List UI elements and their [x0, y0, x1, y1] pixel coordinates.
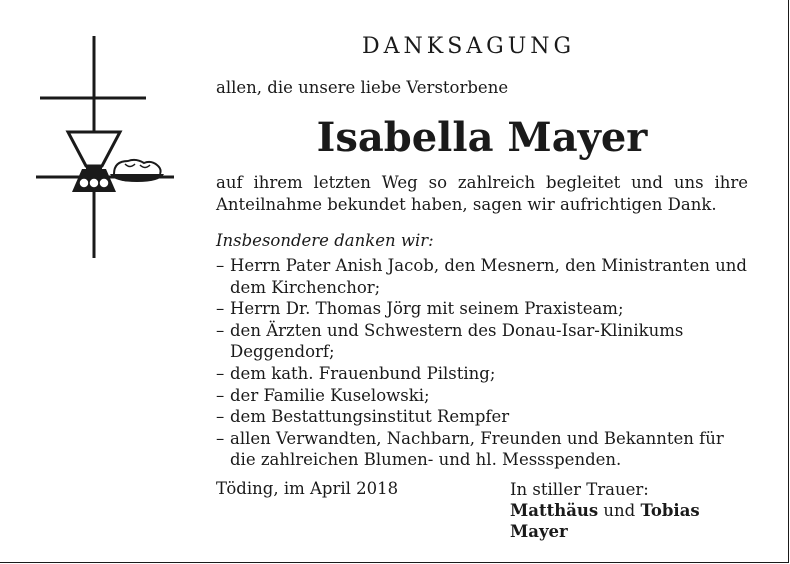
mourner-name-1: Matthäus — [510, 501, 599, 520]
deceased-name: Isabella Mayer — [316, 114, 648, 161]
list-item: – dem kath. Frauenbund Pilsting; — [216, 363, 748, 385]
mourner-connector: und — [603, 501, 636, 520]
intro-text: allen, die unsere liebe Verstorbene — [216, 78, 509, 97]
list-item: – Herrn Dr. Thomas Jörg mit seinem Praxisteam; — [216, 298, 748, 320]
cross-chalice-icon — [36, 36, 178, 258]
mourning-names — [510, 500, 748, 542]
thanks-heading: Insbesondere danken wir: — [216, 231, 434, 250]
thanks-list — [216, 255, 748, 471]
mourner-name-2: Tobias Mayer — [510, 501, 700, 541]
place-date: Töding, im April 2018 — [216, 479, 399, 498]
mourning-block — [510, 479, 748, 542]
list-item: – den Ärzten und Schwestern des Donau-Isar-Klinikums Deggendorf; — [216, 320, 748, 363]
list-item: – Herrn Pater Anish Jacob, den Mesnern, den Ministranten und dem Kirchenchor; — [216, 255, 748, 298]
list-item: – dem Bestattungsinstitut Rempfer — [216, 406, 748, 428]
list-item: – allen Verwandten, Nachbarn, Freunden und Bekannten für die zahlreichen Blumen- und hl. Messspenden. — [216, 428, 748, 471]
mourning-label: In stiller Trauer: — [510, 480, 649, 499]
notice-heading: DANKSAGUNG — [362, 34, 576, 59]
thanks-paragraph: auf ihrem letzten Weg so zahlreich begleitet und uns ihre Anteilnahme bekundet haben, sagen wir aufrichtigen Dank. — [216, 173, 748, 214]
list-item: – der Familie Kuselowski; — [216, 385, 748, 407]
